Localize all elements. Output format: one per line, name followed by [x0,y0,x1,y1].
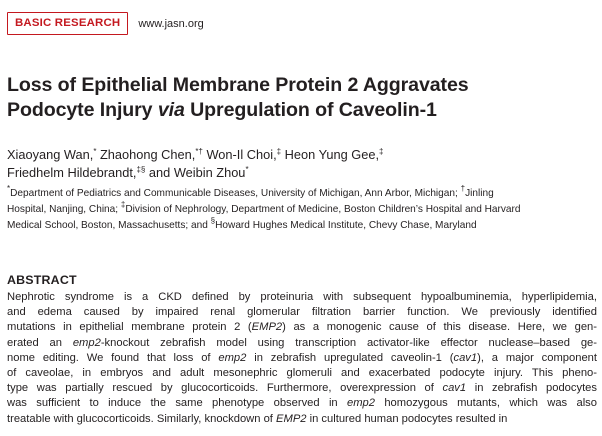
author-line-2 [7,164,597,182]
author-affiliation-mark: ‡ [379,147,384,156]
abstract-text: and edema caused by impaired renal glomerular filtration barrier function. We previously identified [7,306,597,319]
author-name: and Weibin Zhou [145,164,246,180]
abstract-line [7,290,597,305]
abstract-text: ) as a monogenic cause of this disease. Here, we gen- [282,321,598,334]
abstract-text: in zebrafish podocytes [466,382,597,395]
italic-gene-name: EMP2 [251,321,283,334]
title-line-2-prefix: Podocyte Injury [7,99,158,121]
author-affiliation-mark: ‡ [276,147,282,156]
author-affiliation-mark: * [245,164,249,174]
abstract-text: Nephrotic syndrome is a CKD defined by proteinuria with subsequent hypoalbuminemia, hyperlipidemia, [7,291,597,303]
affiliation-text: Medical School, Boston, Massachusetts; and [7,220,211,231]
abstract-text: treatable with glucocorticoids. Similarly, knockdown of [7,412,277,425]
italic-gene-name: emp2 [347,397,375,410]
abstract-body [7,290,597,427]
affiliation-line-3 [7,218,597,234]
abstract-line [7,320,597,335]
title-line-2-suffix: Upregulation of Caveolin-1 [184,99,437,121]
author-list [7,146,597,181]
section-badge: BASIC RESEARCH [7,12,128,35]
article-header [7,12,204,35]
footnote-mark: * [7,184,11,193]
abstract-line [7,366,597,381]
author-line-1 [7,146,597,164]
affiliation-line-2 [7,202,597,218]
title-line-2 [7,98,597,123]
affiliation-line-1 [7,186,597,202]
abstract-text: mutations in epithelial membrane protein 2 ( [7,321,252,334]
author-affiliation-mark: ‡§ [136,164,146,174]
journal-url-link[interactable]: www.jasn.org [138,17,204,30]
author-name: Won-Il Choi, [202,147,277,162]
abstract-line [7,351,597,366]
abstract-text: was sufficient to induce the same phenotype observed in [7,397,347,410]
abstract-text: type was partially rescued by glucocorticoids. Furthermore, overexpression of [7,382,443,395]
abstract-text: erated an [7,336,73,349]
italic-gene-name: emp2 [218,351,247,364]
abstract-text: in zebrafish upregulated caveolin-1 ( [246,351,454,364]
abstract-text: homozygous mutants, which was also [375,397,597,410]
abstract-line [7,336,597,351]
abstract-text: ), a major component [477,351,597,364]
affiliation-text: Hospital, Nanjing, China; [7,204,121,215]
author-name: Xiaoyang Wan, [7,147,94,162]
abstract-text: in cultured human podocytes resulted in [306,412,508,425]
italic-gene-name: emp2 [72,336,101,349]
abstract-text: nome editing. We found that loss of [7,351,219,364]
italic-gene-name: cav1 [453,351,478,364]
affiliations [7,186,597,234]
footnote-mark: ‡ [120,200,126,209]
abstract-line [7,381,597,396]
abstract-line [7,396,597,411]
footnote-mark: § [210,216,216,225]
abstract-line [7,305,597,320]
author-affiliation-mark: *† [195,147,203,156]
author-affiliation-mark: * [93,147,97,156]
affiliation-text: Howard Hughes Medical Institute, Chevy Chase, Maryland [215,220,477,231]
title-line-1: Loss of Epithelial Membrane Protein 2 Aggravates [7,74,469,96]
title-italic-via: via [157,99,185,121]
author-name: Heon Yung Gee, [281,147,380,162]
author-name: Friedhelm Hildebrandt, [7,164,137,180]
author-name: Zhaohong Chen, [96,147,196,162]
abstract-text: -knockout zebrafish model using transcription activator-like effector nuclease–based ge- [100,336,597,349]
abstract-text: of caveolae, in embryos and adult mesonephric glomeruli and exacerbated podocyte injury. This pheno- [7,367,597,380]
affiliation-text: Jinling [465,188,494,199]
affiliation-text: Department of Pediatrics and Communicable Diseases, University of Michigan, Ann Arbor, Michigan; [10,188,461,199]
italic-gene-name: cav1 [442,382,467,395]
article-title [7,73,597,123]
italic-gene-name: EMP2 [276,412,307,425]
abstract-heading: ABSTRACT [7,273,77,287]
footnote-mark: † [460,184,466,193]
affiliation-text: Division of Nephrology, Department of Medicine, Boston Children’s Hospital and Harvard [125,204,521,215]
abstract-line [7,412,597,427]
